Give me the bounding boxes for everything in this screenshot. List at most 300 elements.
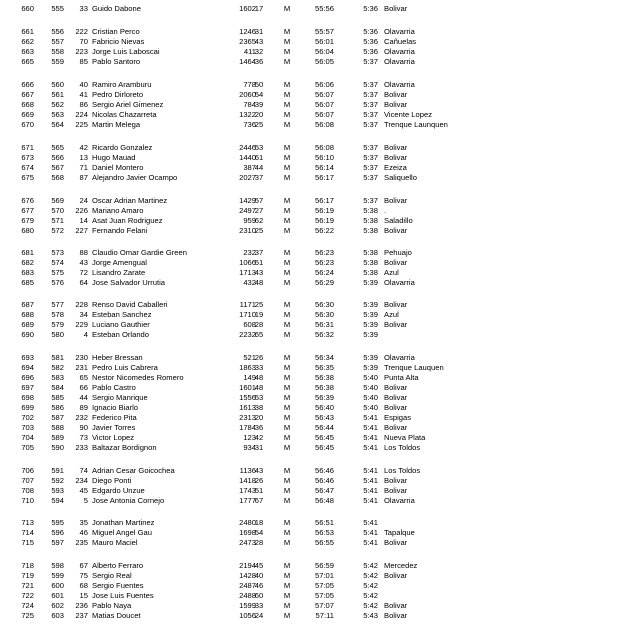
cell-bib: 64 (79, 278, 88, 287)
cell-city: Olavarria (384, 57, 415, 66)
cell-bib: 228 (75, 300, 88, 309)
cell-name: Javier Torres (92, 423, 136, 432)
cell-num: 1602 (239, 4, 256, 13)
cell-num: 1556 (239, 393, 256, 402)
cell-sex: M (283, 518, 291, 527)
cell-time: 56:19 (314, 206, 334, 215)
cell-sex: M (283, 591, 291, 600)
cell-cat: 580 (51, 330, 64, 339)
cell-pos: 699 (21, 403, 34, 412)
cell-cat: 578 (51, 310, 64, 319)
cell-sex: M (283, 353, 291, 362)
table-row (0, 528, 634, 538)
cell-name: Baltazar Bordignon (92, 443, 157, 452)
cell-time: 56:31 (314, 320, 334, 329)
cell-name: Jose Antonia Cornejo (92, 496, 165, 505)
cell-cat: 589 (51, 433, 64, 442)
cell-time: 56:17 (314, 173, 334, 182)
cell-pos: 714 (21, 528, 34, 537)
cell-sex: M (283, 373, 291, 382)
cell-city: Olavarria (384, 496, 415, 505)
cell-sex: M (283, 100, 291, 109)
cell-cat: 574 (51, 258, 64, 267)
cell-num: 1698 (239, 528, 256, 537)
cell-cat: 593 (51, 486, 64, 495)
cell-age: 51 (254, 486, 264, 495)
cell-pos: 682 (21, 258, 34, 267)
cell-time: 56:45 (314, 433, 334, 442)
cell-cat: 563 (51, 110, 64, 119)
cell-num: 1613 (239, 403, 256, 412)
cell-name: Diego Ponti (92, 476, 132, 485)
cell-bib: 4 (83, 330, 88, 339)
cell-age: 54 (254, 90, 264, 99)
cell-pos: 677 (21, 206, 34, 215)
cell-bib: 75 (79, 571, 88, 580)
cell-pos: 718 (21, 561, 34, 570)
table-row (0, 320, 634, 330)
cell-name: Alberto Ferraro (92, 561, 144, 570)
cell-age: 33 (254, 363, 264, 372)
cell-name: Jonathan Martinez (92, 518, 155, 527)
cell-pos: 681 (21, 248, 34, 257)
cell-time: 57:05 (314, 581, 334, 590)
cell-num: 1777 (239, 496, 256, 505)
cell-name: Fernando Felani (92, 226, 148, 235)
cell-bib: 72 (79, 268, 88, 277)
cell-pos: 660 (21, 4, 34, 13)
cell-city: Vicente Lopez (384, 110, 432, 119)
cell-cat: 590 (51, 443, 64, 452)
cell-name: Nicolas Chazarreta (92, 110, 157, 119)
cell-pos: 696 (21, 373, 34, 382)
cell-num: 1429 (239, 196, 256, 205)
cell-name: Pablo Santoro (92, 57, 141, 66)
cell-time: 57:07 (314, 601, 334, 610)
cell-pos: 708 (21, 486, 34, 495)
cell-city: Olavarria (384, 353, 415, 362)
cell-num: 934 (243, 443, 256, 452)
cell-name: Lisandro Zarate (92, 268, 146, 277)
cell-num: 1863 (239, 363, 256, 372)
cell-age: 62 (254, 216, 264, 225)
cell-age: 19 (254, 310, 264, 319)
cell-time: 56:39 (314, 393, 334, 402)
cell-city: Punta Alta (384, 373, 419, 382)
cell-name: Miguel Angel Gau (92, 528, 152, 537)
cell-bib: 87 (79, 173, 88, 182)
cell-name: Sergio Ariel Gimenez (92, 100, 164, 109)
cell-sex: M (283, 330, 291, 339)
cell-pace: 5:38 (363, 268, 378, 277)
cell-num: 1246 (239, 27, 256, 36)
cell-time: 56:24 (314, 268, 334, 277)
cell-sex: M (283, 248, 291, 257)
cell-pace: 5:37 (363, 57, 378, 66)
cell-num: 2497 (239, 206, 256, 215)
cell-city: Saladillo (384, 216, 413, 225)
cell-time: 56:59 (314, 561, 334, 570)
cell-city: Olavarria (384, 80, 415, 89)
cell-sex: M (283, 4, 291, 13)
cell-num: 778 (243, 80, 256, 89)
cell-name: Mauro Maciel (92, 538, 138, 547)
cell-age: 33 (254, 601, 264, 610)
cell-bib: 5 (83, 496, 88, 505)
cell-age: 28 (254, 320, 264, 329)
cell-pace: 5:41 (363, 466, 378, 475)
table-row (0, 466, 634, 476)
cell-city: Azul (384, 268, 399, 277)
cell-pos: 685 (21, 278, 34, 287)
cell-num: 1418 (239, 476, 256, 485)
cell-pace: 5:37 (363, 110, 378, 119)
cell-name: Pedro Dirloreto (92, 90, 144, 99)
cell-num: 232 (243, 248, 256, 257)
cell-city: Mercedez (384, 561, 418, 570)
cell-cat: 571 (51, 216, 64, 225)
cell-pace: 5:39 (363, 310, 378, 319)
cell-cat: 597 (51, 538, 64, 547)
cell-bib: 15 (79, 591, 88, 600)
cell-cat: 587 (51, 413, 64, 422)
cell-pace: 5:39 (363, 278, 378, 287)
cell-city: Bolivar (384, 393, 408, 402)
cell-num: 411 (243, 47, 256, 56)
cell-pace: 5:41 (363, 538, 378, 547)
cell-name: Oscar Adrian Martinez (92, 196, 168, 205)
cell-pos: 679 (21, 216, 34, 225)
table-row (0, 37, 634, 47)
cell-bib: 33 (79, 4, 88, 13)
cell-name: Jorge Amengual (92, 258, 147, 267)
cell-name: Edgardo Unzue (92, 486, 145, 495)
cell-age: 61 (254, 153, 264, 162)
cell-sex: M (283, 310, 291, 319)
table-row (0, 143, 634, 153)
cell-pos: 719 (21, 571, 34, 580)
cell-bib: 70 (79, 37, 88, 46)
cell-sex: M (283, 561, 291, 570)
cell-city: Bolivar (384, 611, 408, 620)
cell-cat: 585 (51, 393, 64, 402)
cell-city: Ezeiza (384, 163, 407, 172)
cell-age: 20 (254, 110, 264, 119)
cell-cat: 583 (51, 373, 64, 382)
cell-sex: M (283, 538, 291, 547)
cell-bib: 89 (79, 403, 88, 412)
cell-name: Jose Salvador Urrutia (92, 278, 166, 287)
cell-pace: 5:39 (363, 353, 378, 362)
table-row (0, 153, 634, 163)
cell-sex: M (283, 393, 291, 402)
cell-num: 2313 (239, 413, 256, 422)
cell-bib: 231 (75, 363, 88, 372)
cell-time: 56:17 (314, 196, 334, 205)
cell-sex: M (283, 496, 291, 505)
cell-num: 2480 (239, 518, 256, 527)
cell-bib: 68 (79, 581, 88, 590)
cell-pace: 5:37 (363, 120, 378, 129)
cell-age: 39 (254, 100, 264, 109)
cell-sex: M (283, 216, 291, 225)
cell-city: Bolivar (384, 153, 408, 162)
table-row (0, 433, 634, 443)
cell-name: Victor Lopez (92, 433, 135, 442)
cell-num: 432 (243, 278, 256, 287)
cell-age: 31 (254, 27, 264, 36)
table-row (0, 476, 634, 486)
cell-num: 149 (243, 373, 256, 382)
cell-pace: 5:37 (363, 100, 378, 109)
cell-pace: 5:38 (363, 216, 378, 225)
cell-name: Daniel Montero (92, 163, 144, 172)
cell-pace: 5:38 (363, 226, 378, 235)
cell-time: 56:04 (314, 47, 334, 56)
cell-bib: 46 (79, 528, 88, 537)
cell-bib: 41 (79, 90, 88, 99)
table-row (0, 278, 634, 288)
table-row (0, 216, 634, 226)
cell-time: 56:46 (314, 476, 334, 485)
cell-pace: 5:37 (363, 143, 378, 152)
cell-name: Mariano Amaro (92, 206, 144, 215)
cell-age: 53 (254, 143, 264, 152)
cell-bib: 236 (75, 601, 88, 610)
cell-sex: M (283, 443, 291, 452)
cell-num: 1713 (239, 268, 256, 277)
cell-sex: M (283, 163, 291, 172)
cell-pos: 721 (21, 581, 34, 590)
cell-num: 1784 (239, 423, 256, 432)
cell-num: 2310 (239, 226, 256, 235)
cell-sex: M (283, 143, 291, 152)
cell-bib: 90 (79, 423, 88, 432)
cell-bib: 34 (79, 310, 88, 319)
cell-name: Alejandro Javier Ocampo (92, 173, 178, 182)
cell-bib: 232 (75, 413, 88, 422)
cell-age: 53 (254, 393, 264, 402)
cell-sex: M (283, 120, 291, 129)
cell-age: 42 (254, 433, 264, 442)
cell-pace: 5:41 (363, 443, 378, 452)
cell-time: 56:35 (314, 363, 334, 372)
table-row (0, 353, 634, 363)
table-row (0, 226, 634, 236)
cell-cat: 557 (51, 37, 64, 46)
cell-cat: 570 (51, 206, 64, 215)
cell-name: Luciano Gauthier (92, 320, 150, 329)
cell-pos: 670 (21, 120, 34, 129)
cell-pace: 5:42 (363, 571, 378, 580)
cell-bib: 237 (75, 611, 88, 620)
cell-pos: 697 (21, 383, 34, 392)
cell-num: 1599 (239, 601, 256, 610)
cell-time: 56:38 (314, 373, 334, 382)
cell-name: Esteban Sanchez (92, 310, 152, 319)
cell-bib: 223 (75, 47, 88, 56)
cell-cat: 555 (51, 4, 64, 13)
cell-time: 57:01 (314, 571, 334, 580)
table-row (0, 403, 634, 413)
table-row (0, 591, 634, 601)
cell-pos: 715 (21, 538, 34, 547)
cell-cat: 567 (51, 163, 64, 172)
cell-age: 40 (254, 571, 264, 580)
cell-num: 2060 (239, 90, 256, 99)
cell-city: Bolivar (384, 383, 408, 392)
cell-age: 45 (254, 561, 264, 570)
cell-name: Adrian Cesar Goicochea (92, 466, 175, 475)
cell-num: 2487 (239, 581, 256, 590)
cell-cat: 569 (51, 196, 64, 205)
cell-cat: 576 (51, 278, 64, 287)
table-row (0, 611, 634, 621)
cell-city: Pehuajo (384, 248, 412, 257)
cell-name: Ramiro Aramburu (92, 80, 152, 89)
cell-pos: 674 (21, 163, 34, 172)
cell-bib: 42 (79, 143, 88, 152)
cell-cat: 586 (51, 403, 64, 412)
cell-cat: 595 (51, 518, 64, 527)
cell-city: Bolivar (384, 486, 408, 495)
cell-time: 56:10 (314, 153, 334, 162)
table-row (0, 363, 634, 373)
cell-pos: 702 (21, 413, 34, 422)
cell-num: 1066 (239, 258, 256, 267)
table-row (0, 423, 634, 433)
cell-age: 48 (254, 383, 264, 392)
cell-age: 37 (254, 173, 264, 182)
cell-pace: 5:41 (363, 496, 378, 505)
cell-name: Sergio Fuentes (92, 581, 144, 590)
cell-pos: 669 (21, 110, 34, 119)
cell-num: 1710 (239, 310, 256, 319)
cell-city: Bolivar (384, 320, 408, 329)
cell-cat: 598 (51, 561, 64, 570)
cell-age: 25 (254, 120, 264, 129)
cell-time: 56:22 (314, 226, 334, 235)
cell-pos: 680 (21, 226, 34, 235)
table-row (0, 173, 634, 183)
cell-name: Sergio Real (92, 571, 132, 580)
cell-age: 28 (254, 538, 264, 547)
cell-sex: M (283, 90, 291, 99)
cell-pos: 675 (21, 173, 34, 182)
cell-time: 56:32 (314, 330, 334, 339)
cell-city: Bolivar (384, 196, 408, 205)
cell-name: Pablo Castro (92, 383, 136, 392)
cell-age: 67 (254, 496, 264, 505)
cell-name: Nestor Nicomedes Romero (92, 373, 184, 382)
cell-sex: M (283, 300, 291, 309)
cell-age: 48 (254, 278, 264, 287)
table-row (0, 601, 634, 611)
cell-pace: 5:37 (363, 153, 378, 162)
cell-time: 56:07 (314, 90, 334, 99)
cell-time: 56:38 (314, 383, 334, 392)
cell-time: 56:06 (314, 80, 334, 89)
cell-age: 18 (254, 518, 264, 527)
cell-city: Trenque Lauquen (384, 363, 444, 372)
cell-city: Espigas (384, 413, 412, 422)
table-row (0, 90, 634, 100)
cell-sex: M (283, 47, 291, 56)
cell-cat: 559 (51, 57, 64, 66)
cell-pos: 663 (21, 47, 34, 56)
cell-num: 959 (243, 216, 256, 225)
cell-pace: 5:37 (363, 163, 378, 172)
cell-pace: 5:37 (363, 173, 378, 182)
cell-pos: 688 (21, 310, 34, 319)
cell-bib: 74 (79, 466, 88, 475)
cell-bib: 224 (75, 110, 88, 119)
cell-age: 43 (254, 37, 264, 46)
table-row (0, 383, 634, 393)
cell-cat: 575 (51, 268, 64, 277)
cell-bib: 85 (79, 57, 88, 66)
cell-city: Bolivar (384, 601, 408, 610)
cell-bib: 44 (79, 393, 88, 402)
cell-sex: M (283, 57, 291, 66)
cell-name: Fabricio Nievas (92, 37, 145, 46)
cell-pace: 5:36 (363, 47, 378, 56)
cell-age: 31 (254, 443, 264, 452)
cell-sex: M (283, 268, 291, 277)
cell-pace: 5:41 (363, 518, 378, 527)
cell-pace: 5:41 (363, 476, 378, 485)
cell-pos: 661 (21, 27, 34, 36)
table-row (0, 413, 634, 423)
cell-cat: 584 (51, 383, 64, 392)
cell-cat: 562 (51, 100, 64, 109)
cell-cat: 556 (51, 27, 64, 36)
cell-age: 37 (254, 248, 264, 257)
table-row (0, 248, 634, 258)
cell-bib: 235 (75, 538, 88, 547)
cell-city: . (384, 206, 387, 215)
cell-pace: 5:38 (363, 258, 378, 267)
cell-name: Martin Melega (92, 120, 141, 129)
cell-sex: M (283, 206, 291, 215)
cell-pos: 707 (21, 476, 34, 485)
cell-name: Hugo Mauad (92, 153, 136, 162)
table-row (0, 100, 634, 110)
table-row (0, 163, 634, 173)
cell-sex: M (283, 413, 291, 422)
cell-bib: 88 (79, 248, 88, 257)
cell-age: 65 (254, 330, 264, 339)
cell-pace: 5:36 (363, 4, 378, 13)
cell-city: Bolivar (384, 403, 408, 412)
cell-cat: 602 (51, 601, 64, 610)
cell-time: 56:40 (314, 403, 334, 412)
cell-num: 1136 (239, 466, 256, 475)
cell-age: 57 (254, 196, 264, 205)
cell-city: Bolivar (384, 538, 408, 547)
cell-pos: 693 (21, 353, 34, 362)
cell-pos: 724 (21, 601, 34, 610)
cell-pace: 5:42 (363, 601, 378, 610)
table-row (0, 300, 634, 310)
cell-num: 387 (243, 163, 256, 172)
cell-pace: 5:40 (363, 393, 378, 402)
cell-cat: 561 (51, 90, 64, 99)
cell-city: Bolivar (384, 476, 408, 485)
cell-time: 56:01 (314, 37, 334, 46)
cell-name: Esteban Orlando (92, 330, 149, 339)
cell-cat: 600 (51, 581, 64, 590)
